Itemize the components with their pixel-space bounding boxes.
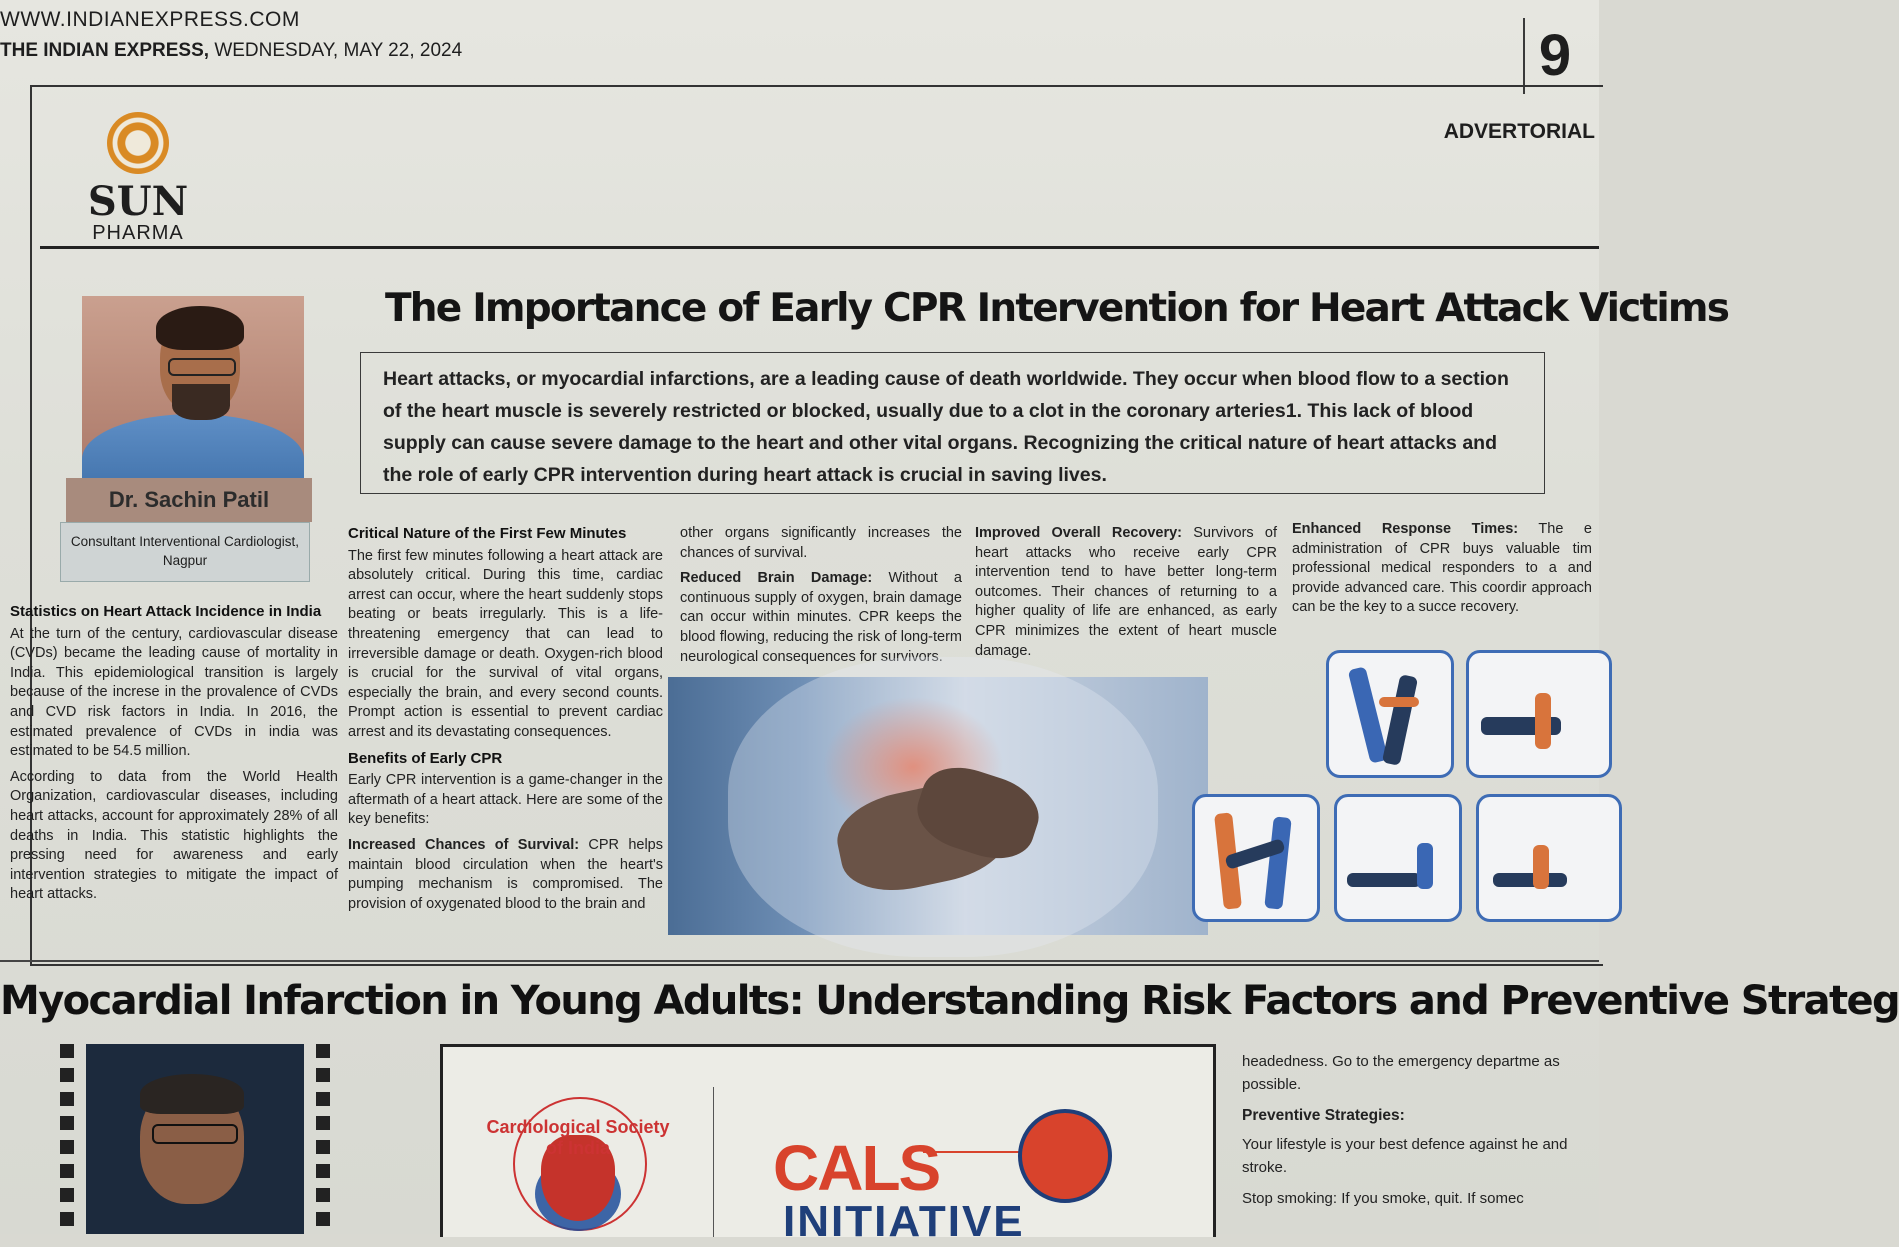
masthead-line [0,40,462,62]
person-figure [1347,873,1421,887]
arm-figure [1379,697,1419,707]
partner-logos [440,1044,1216,1246]
critical-heading: Critical Nature of the First Few Minutes [348,525,627,542]
cpr-badge-icon [1018,1109,1112,1203]
cals-logo-text: CALS [773,1132,940,1204]
column-brain-damage [680,524,962,673]
benefits-heading: Benefits of Early CPR [348,749,503,767]
film-strip [316,1044,330,1234]
doctor-glasses [152,1124,238,1144]
person-figure [1264,816,1292,909]
benefit-survival-text: CPR helps maintain blood circulation when the heart's pumping mechanism is compromised. The provision of oxygenated blood to the brain and [348,836,663,912]
second-paragraph-2: Your lifestyle is your best defence against he and stroke. [1242,1136,1568,1176]
doctor-photo [82,296,304,482]
cpr-step-illustration [1326,650,1454,778]
page-number: 9 [1523,18,1585,94]
column-response [1292,520,1592,624]
benefit-brain-text: Without a continuous supply of oxygen, brain damage can occur within minutes. CPR keeps the blood flowing, reducing the risk of long-term neurological consequences for survivors. [680,570,962,665]
person-figure [1493,873,1567,887]
csi-text: Cardiological Society of India [486,1117,670,1158]
photo-frame [86,1044,304,1234]
person-figure [1382,674,1418,766]
benefit-recovery-text: Survivors of heart attacks who receive early CPR intervention tend to have better long-term outcomes. Their chances of returning to a higher quality of life are enhanced, as early CPR minimizes the extent of heart muscle damage. [975,525,1277,659]
cpr-step-illustration [1466,650,1612,778]
doctor-role-line1: Consultant Interventional Cardiologist, [70,534,300,549]
benefits-paragraph: Early CPR intervention is a game-changer in the aftermath of a heart attack. Here are some of the key benefits: [348,772,663,828]
advertorial-label: ADVERTORIAL [1443,120,1595,143]
benefit-recovery [975,524,1277,661]
statistics-paragraph-2: According to data from the World Health Organization, cardiovascular diseases, including heart attacks, account for approximately 28% of all deaths in India. This statistic highlights the pressing need for awareness and early intervention strategies to mitigate the impact of heart attacks. [10,768,338,903]
article-headline: The Importance of Early CPR Intervention for Heart Attack Victims [385,286,1729,331]
cpr-step-illustration [1334,794,1462,922]
benefit-survival [348,836,663,914]
film-strip [60,1044,74,1234]
benefit-response [1292,520,1592,618]
benefit-response-label: Enhanced Response Times: [1292,521,1519,537]
csi-logo [486,1097,670,1237]
second-paragraph-1: headedness. Go to the emergency departme as possible. [1242,1053,1560,1093]
person-figure [1348,666,1389,764]
benefit-survival-label: Increased Chances of Survival: [348,836,580,853]
doctor-hair [156,306,244,350]
cals-initiative-text: INITIATIVE [783,1197,1025,1246]
sun-logo-icon [107,112,169,174]
masthead-site: WWW.INDIANEXPRESS.COM [0,8,300,31]
person-figure [1417,843,1433,889]
doctor-hair [140,1074,244,1114]
divider [713,1087,714,1237]
preventive-heading: Preventive Strategies: [1242,1107,1405,1124]
cpr-step-illustration [1476,794,1622,922]
person-figure [1535,693,1551,749]
logo-sub: PHARMA [92,222,184,244]
doctor-role [60,522,310,582]
second-doctor-photo [60,1044,332,1234]
statistics-paragraph-1: At the turn of the century, cardiovascular disease (CVDs) became the leading cause of mortality in India. This epidemiological transition is largely because of the increse in the provalence of CVDs and CVD risk factors in India. In 2016, the estimated prevalence of CVDs in india was estimated to be 54.5 million. [10,625,338,760]
column-recovery [975,524,1277,667]
divider [40,246,1599,249]
doctor-beard [172,384,230,420]
logo-name: SUN [87,178,189,225]
intro-box: Heart attacks, or myocardial infarctions, are a leading cause of death worldwide. They occur when blood flow to a section of the heart muscle is severely restricted or blocked, usually due to a clot in the coronary arteries1. This lack of blood supply can cause severe damage to the heart and other vital organs. Recognizing the critical nature of heart attacks and the role of early CPR intervention during heart attack is crucial in saving lives. [360,352,1545,494]
doctor-name: Dr. Sachin Patil [66,478,312,522]
person-figure [1533,845,1549,889]
second-paragraph-3: Stop smoking: If you smoke, quit. If somec [1242,1190,1524,1207]
benefit-recovery-label: Improved Overall Recovery: [975,525,1183,541]
benefit-response-text: The e administration of CPR buys valuable tim professional medical responders to a and provide advanced care. This coordir approach can be the key to a succe recovery. [1292,521,1592,616]
divider [0,960,1599,962]
column-critical-nature [348,524,663,920]
ecg-line-icon [923,1151,1023,1153]
critical-paragraph: The first few minutes following a heart attack are absolutely critical. During this time, cardiac arrest can occur, where the heart suddenly stops beating or beats irregularly. This is a life-threatening emergency that can lead to irreversible damage or death. Oxygen-rich blood is crucial for the survival of vital organs, especially the brain, and every second counts. Prompt action is essential to prevent cardiac arrest and its devastating consequences. [348,547,663,740]
masthead-date: WEDNESDAY, MAY 22, 2024 [214,40,463,61]
sun-pharma-logo [78,112,198,245]
benefit-brain-label: Reduced Brain Damage: [680,570,873,587]
second-article-column [1242,1050,1599,1218]
survival-continued: other organs significantly increases the chances of survival. [680,525,962,561]
doctor-role-line2: Nagpur [162,553,208,568]
masthead-paper: THE INDIAN EXPRESS, [0,40,210,61]
cpr-step-illustration [1192,794,1320,922]
second-headline: Myocardial Infarction in Young Adults: Understanding Risk Factors and Preventive Strateg [0,978,1899,1024]
statistics-heading: Statistics on Heart Attack Incidence in India [10,603,322,620]
doctor-glasses [168,358,236,376]
column-statistics [10,602,338,911]
benefit-brain [680,569,962,667]
chest-pain-photo [668,677,1208,935]
